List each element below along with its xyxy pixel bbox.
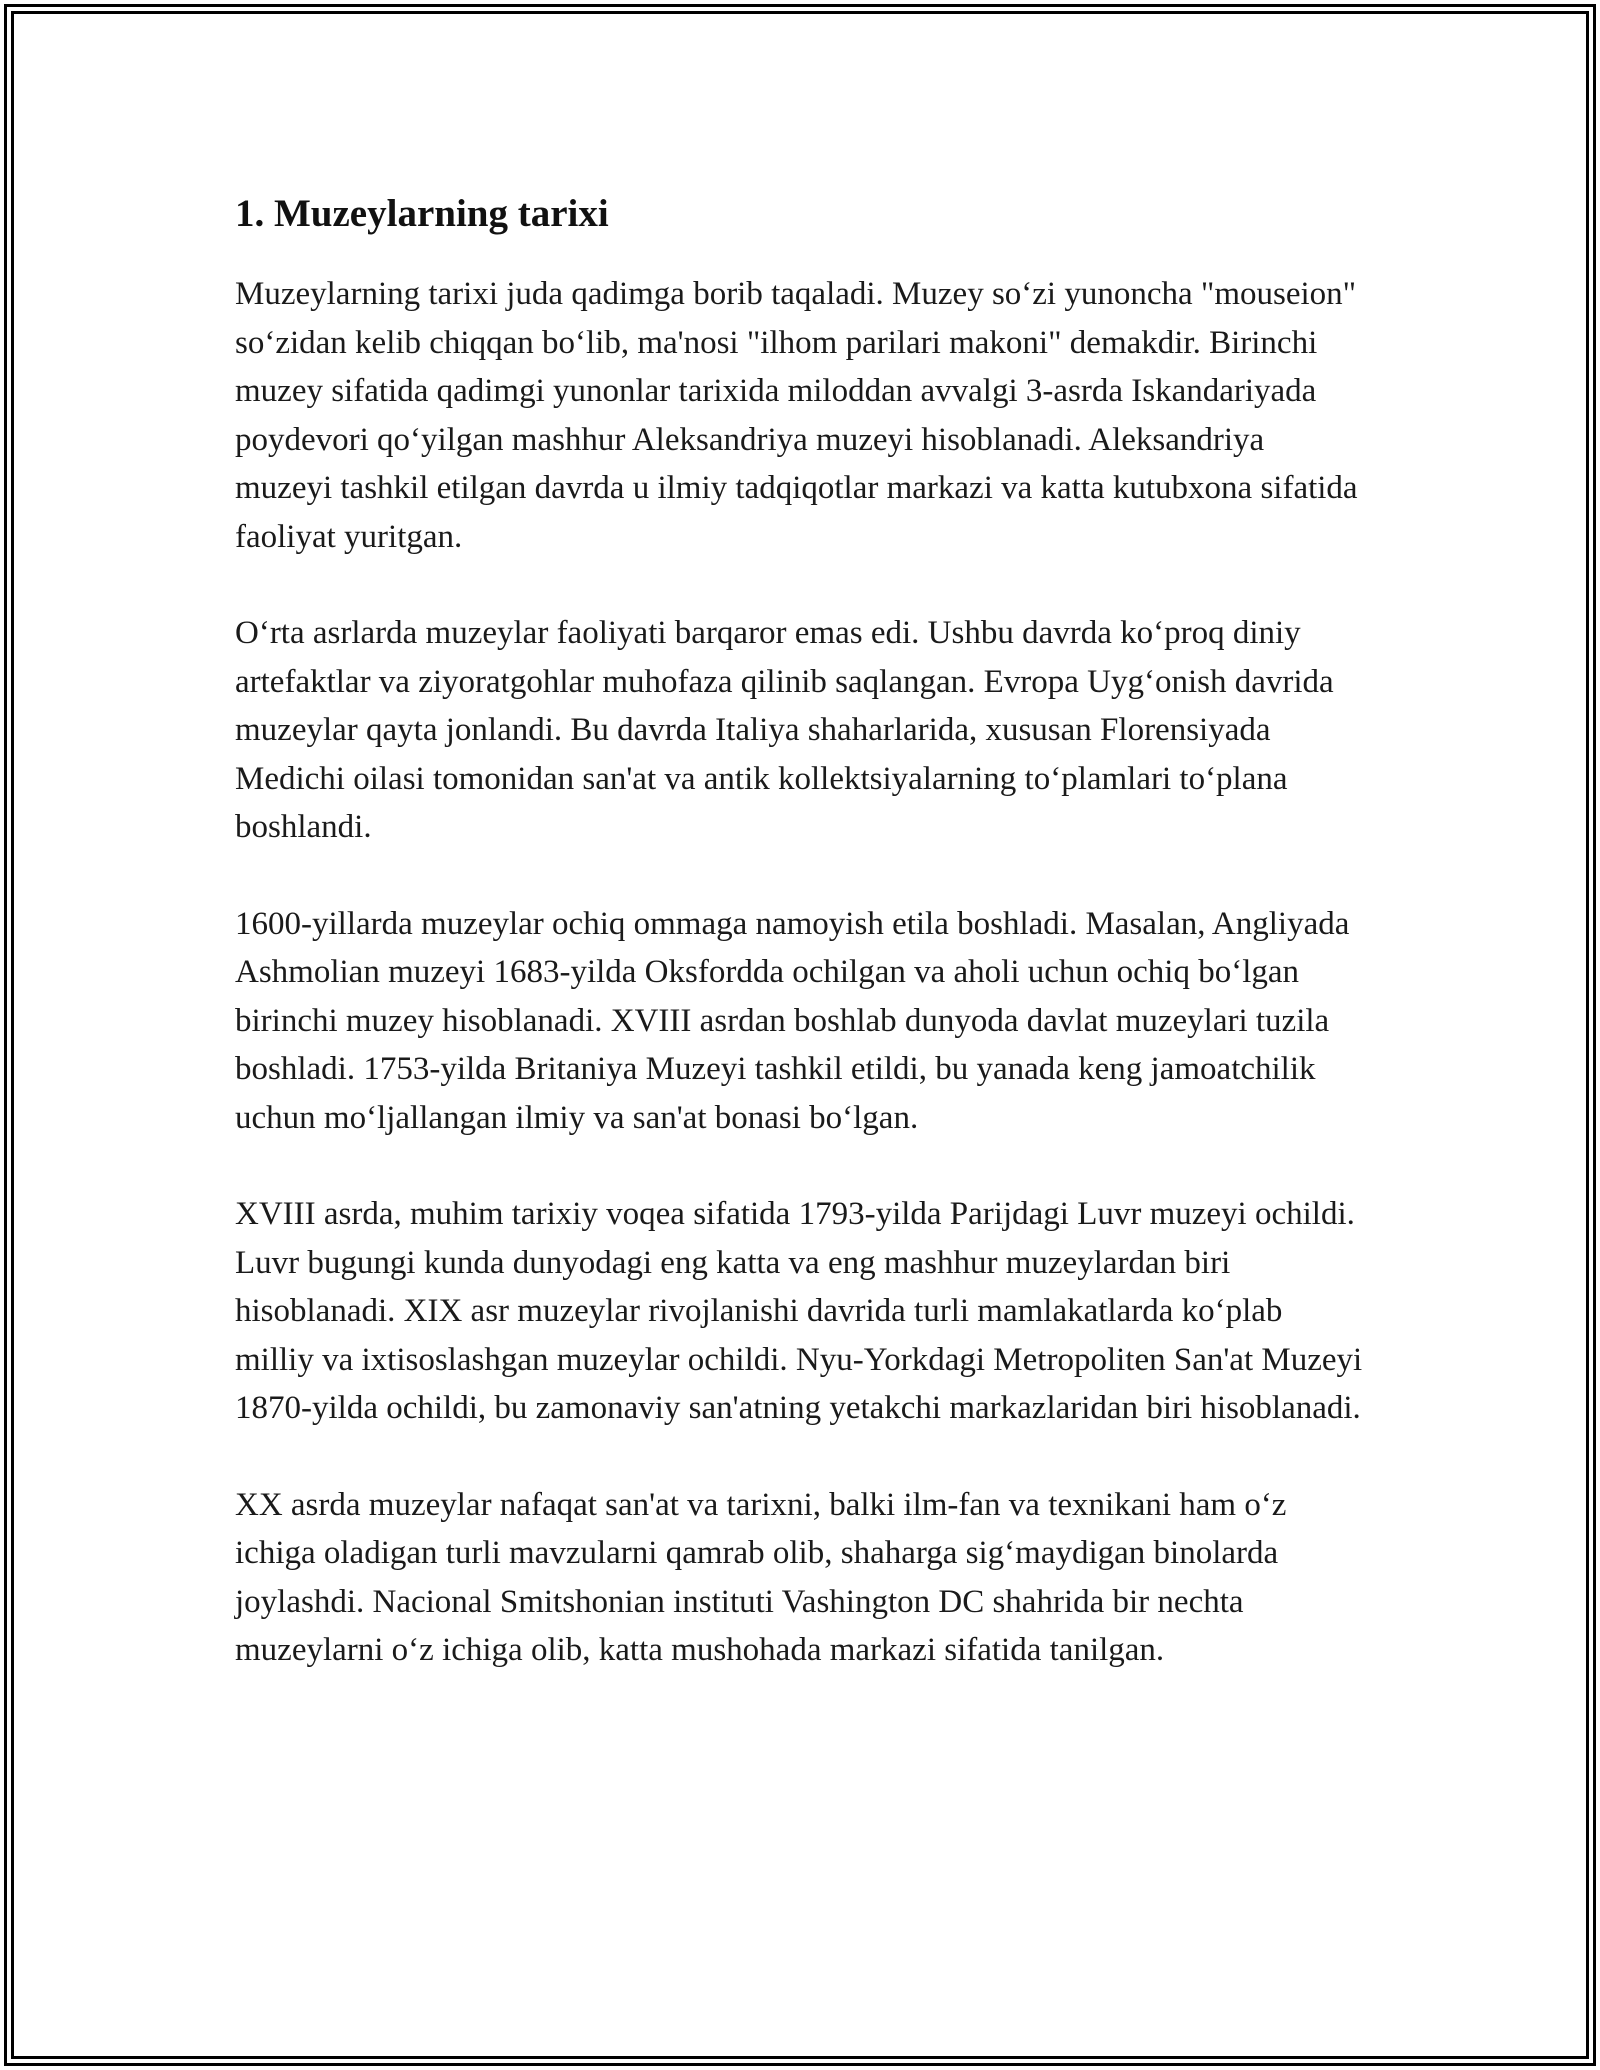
- paragraph-middle-ages: O‘rta asrlarda muzeylar faoliyati barqaror emas edi. Ushbu davrda ko‘proq diniy artefaktlar va ziyoratgohlar muhofaza qilinib saqlangan. Evropa Uyg‘onish davrida muzeylar qayta jonlandi. Bu davrda Italiya shaharlarida, xususan Florensiyada Medichi oilasi tomonidan san'at va antik kollektsiyalarning to‘plamlari to‘plana boshlandi.: [235, 615, 1334, 845]
- paragraph-public-museums: 1600-yillarda muzeylar ochiq ommaga namoyish etila boshladi. Masalan, Angliyada Ashmolian muzeyi 1683-yilda Oksfordda ochilgan va aholi uchun ochiq bo‘lgan birinchi muzey hisoblanadi. XVIII asrdan boshlab dunyoda davlat muzeylari tuzila boshladi. 1753-yilda Britaniya Muzeyi tashkil etildi, bu yanada keng jamoatchilik uchun mo‘ljallangan ilmiy va san'at bonasi bo‘lgan.: [235, 905, 1350, 1136]
- document-body: [235, 184, 1365, 1723]
- paragraph-louvre-era: XVIII asrda, muhim tarixiy voqea sifatida 1793-yilda Parijdagi Luvr muzeyi ochildi. Luvr bugungi kunda dunyodagi eng katta va eng mashhur muzeylardan biri hisoblanadi. XIX asr muzeylar rivojlanishi davrida turli mamlakatlarda ko‘plab milliy va ixtisoslashgan muzeylar ochildi. Nyu-Yorkdagi Metropoliten San'at Muzeyi 1870-yilda ochildi, bu zamonaviy san'atning yetakchi markazlaridan biri hisoblanadi.: [235, 1196, 1363, 1426]
- paragraph-history-origins: Muzeylarning tarixi juda qadimga borib taqaladi. Muzey so‘zi yunoncha "mouseion" so‘zidan kelib chiqqan bo‘lib, ma'nosi "ilhom parilari makoni" demakdir. Birinchi muzey sifatida qadimgi yunonlar tarixida miloddan avvalgi 3-asrda Iskandariyada poydevori qo‘yilgan mashhur Aleksandriya muzeyi hisoblanadi. Aleksandriya muzeyi tashkil etilgan davrda u ilmiy tadqiqotlar markazi va katta kutubxona sifatida faoliyat yuritgan.: [235, 276, 1358, 555]
- paragraph-twentieth-century: XX asrda muzeylar nafaqat san'at va tarixni, balki ilm-fan va texnikani ham o‘z ichiga oladigan turli mavzularni qamrab olib, shaharga sig‘maydigan binolarda joylashdi. Nacional Smitshonian instituti Vashington DC shahrida bir nechta muzeylarni o‘z ichiga olib, katta mushohada markazi sifatida tanilgan.: [235, 1486, 1287, 1668]
- section-heading: 1. Muzeylarning tarixi: [235, 192, 609, 235]
